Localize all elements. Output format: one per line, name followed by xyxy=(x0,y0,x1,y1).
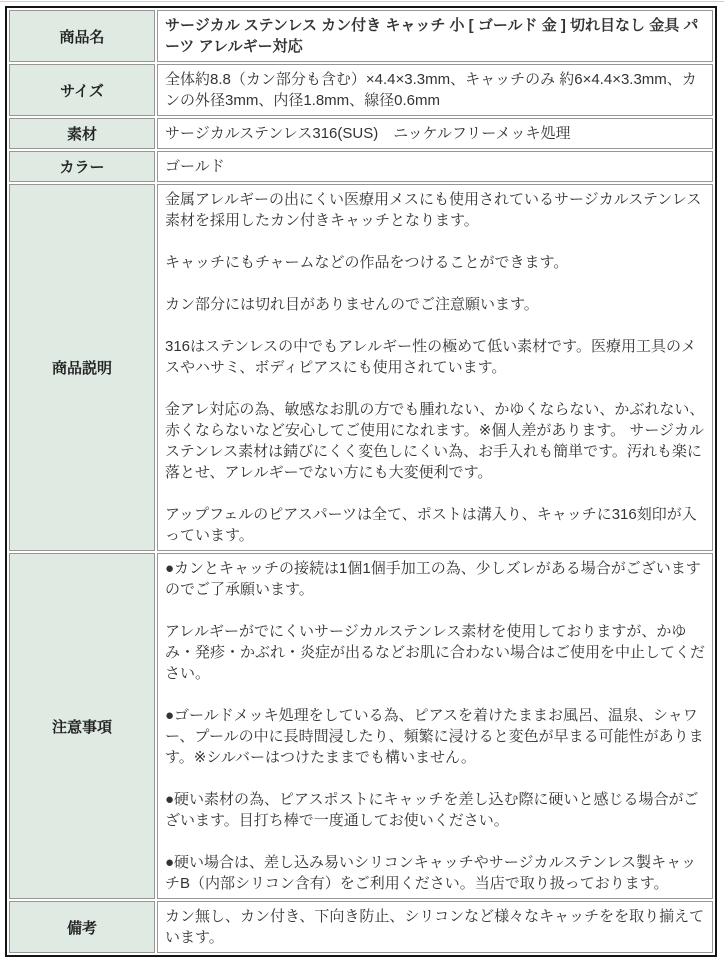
paragraph: アレルギーがでにくいサージカルステンレス素材を使用しておりますが、かゆみ・発疹・かぶれ・炎症が出るなどお肌に合わない場合はご使用を中止してください。 xyxy=(165,623,706,682)
spec-row-material xyxy=(9,118,713,149)
spec-label-product-name: 商品名 xyxy=(9,10,155,62)
spec-label-remarks: 備考 xyxy=(9,901,155,953)
spec-label-color: カラー xyxy=(9,151,155,182)
spec-row-precautions xyxy=(9,553,713,899)
product-spec-page xyxy=(0,1,724,946)
spec-row-description xyxy=(9,184,713,551)
spec-label-precautions: 注意事項 xyxy=(9,553,155,899)
spec-label-description: 商品説明 xyxy=(9,184,155,551)
spec-row-size xyxy=(9,64,713,116)
paragraph: カン部分には切れ目がありませんのでご注意願います。 xyxy=(165,296,539,313)
paragraph: アップフェルのピアスパーツは全て、ポストは溝入り、キャッチに316刻印が入っています。 xyxy=(165,506,697,544)
spec-value-product-name: サージカル ステンレス カン付き キャッチ 小 [ ゴールド 金 ] 切れ目なし 金具 パーツ アレルギー対応 xyxy=(157,10,713,62)
spec-value-size: 全体約8.8（カン部分も含む）×4.4×3.3mm、キャッチのみ 約6×4.4×3.3mm、カンの外径3mm、内径1.8mm、線径0.6mm xyxy=(157,64,713,116)
paragraph: ●硬い場合は、差し込み易いシリコンキャッチやサージカルステンレス製キャッチB（内部シリコン含有）をご利用ください。当店で取り扱っております。 xyxy=(165,854,697,892)
spec-label-size: サイズ xyxy=(9,64,155,116)
spec-value-description xyxy=(157,184,713,551)
spec-value-precautions xyxy=(157,553,713,899)
paragraph: ●カンとキャッチの接続は1個1個手加工の為、少しズレがある場合がございますのでご了承願います。 xyxy=(165,560,701,598)
paragraph: キャッチにもチャームなどの作品をつけることができます。 xyxy=(165,254,569,271)
spec-value-material: サージカルステンレス316(SUS) ニッケルフリーメッキ処理 xyxy=(157,118,713,149)
spec-row-color xyxy=(9,151,713,182)
paragraph: 金アレ対応の為、敏感なお肌の方でも腫れない、かゆくならない、かぶれない、赤くならないなど安心してご使用になれます。※個人差があります。 サージカルステンレス素材は錆びにくく変色しにくい為、お手入れも簡単です。汚れも楽に落とせ、アレルギーでない方にも大変便利です。 xyxy=(165,401,705,481)
paragraph: ●硬い素材の為、ピアスポストにキャッチを差し込む際に硬いと感じる場合がございます。目打ち棒で一度通してお使いください。 xyxy=(165,791,699,829)
spec-row-remarks xyxy=(9,901,713,953)
spec-label-material: 素材 xyxy=(9,118,155,149)
spec-value-remarks: カン無し、カン付き、下向き防止、シリコンなど様々なキャッチをを取り揃えています。 xyxy=(157,901,713,953)
paragraph: ●ゴールドメッキ処理をしている為、ピアスを着けたままお風呂、温泉、シャワー、プールの中に長時間浸したり、頻繁に浸けると変色が早まる可能性があります。※シルバーはつけたままでも構いません。 xyxy=(165,707,704,766)
paragraph: 金属アレルギーの出にくい医療用メスにも使用されているサージカルステンレス素材を採用したカン付きキャッチとなります。 xyxy=(165,191,702,229)
top-divider-line xyxy=(0,1,724,2)
product-spec-table xyxy=(5,6,717,957)
paragraph: 316はステンレスの中でもアレルギー性の極めて低い素材です。医療用工具のメスやハサミ、ボディピアスにも使用されています。 xyxy=(165,338,696,376)
spec-row-product-name xyxy=(9,10,713,62)
spec-value-color: ゴールド xyxy=(157,151,713,182)
